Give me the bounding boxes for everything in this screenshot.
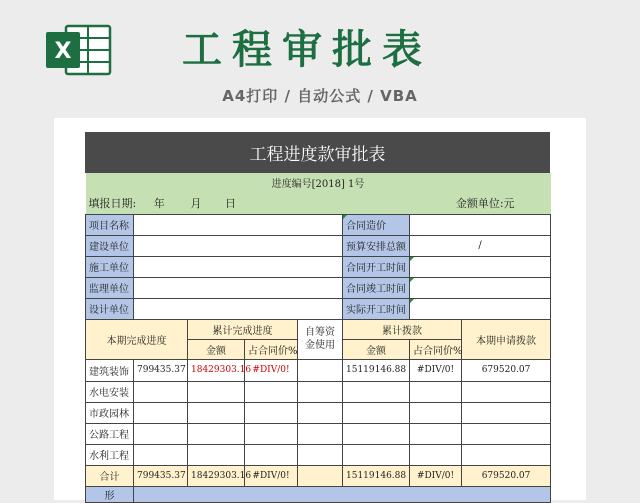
cell-cum-ratio[interactable] (245, 423, 298, 444)
cell-cum-ratio[interactable] (245, 381, 298, 402)
info-right-value[interactable] (410, 256, 551, 277)
cell-current[interactable] (134, 423, 188, 444)
header-self-funds: 自筹资金使用 (298, 319, 343, 359)
total-current: 799435.37 (134, 465, 188, 486)
cell-cum-ratio[interactable] (245, 444, 298, 465)
row-name: 水利工程 (86, 444, 134, 465)
total-row (86, 465, 551, 486)
page-subtitle: A4打印 / 自动公式 / VBA (222, 87, 418, 105)
info-left-value[interactable] (134, 235, 343, 256)
info-left-value[interactable] (134, 256, 343, 277)
cell-cum-amount[interactable] (188, 381, 245, 402)
fill-date-label: 填报日期: (88, 196, 137, 210)
cell-current[interactable] (134, 402, 188, 423)
promo-header (0, 0, 640, 118)
cell-cum-amount[interactable] (188, 423, 245, 444)
info-row (86, 256, 551, 277)
cell-self-funds[interactable] (298, 402, 343, 423)
info-left-value[interactable] (134, 277, 343, 298)
cell-self-funds[interactable] (298, 381, 343, 402)
cell-cum-ratio[interactable]: #DIV/0! (245, 359, 298, 381)
total-cum-amount: 18429303.16 (188, 465, 245, 486)
amount-unit: 金额单位:元 (343, 192, 551, 214)
cell-pay-ratio[interactable] (410, 423, 462, 444)
cell-cum-amount[interactable] (188, 402, 245, 423)
cell-self-funds[interactable] (298, 423, 343, 444)
cell-request[interactable] (462, 402, 551, 423)
info-left-label: 监理单位 (86, 277, 134, 298)
info-left-label: 设计单位 (86, 298, 134, 319)
info-left-label: 施工单位 (86, 256, 134, 277)
header-cumulative-payment: 累计拨款 (343, 319, 462, 339)
cell-current[interactable]: 799435.37 (134, 359, 188, 381)
year-label: 年 (153, 196, 165, 210)
table-row (86, 402, 551, 423)
subheader-contract-ratio: 占合同价% (410, 339, 462, 359)
spreadsheet-preview (54, 118, 586, 500)
info-right-value[interactable] (410, 214, 551, 235)
cell-pay-amount[interactable]: 15119146.88 (343, 359, 410, 381)
info-right-label: 合同竣工时间 (343, 277, 410, 298)
info-right-label: 实际开工时间 (343, 298, 410, 319)
subheader-amount: 金额 (188, 339, 245, 359)
cell-request[interactable] (462, 444, 551, 465)
total-pay-amount: 15119146.88 (343, 465, 410, 486)
total-cum-ratio: #DIV/0! (245, 465, 298, 486)
table-row (86, 444, 551, 465)
cell-pay-amount[interactable] (343, 402, 410, 423)
table-row (86, 423, 551, 444)
cell-pay-ratio[interactable] (410, 402, 462, 423)
cell-pay-amount[interactable] (343, 444, 410, 465)
cell-current[interactable] (134, 444, 188, 465)
info-right-label: 预算安排总额 (343, 235, 410, 256)
partial-row (86, 486, 551, 502)
cell-cum-amount[interactable]: 18429303.16 (188, 359, 245, 381)
total-label: 合计 (86, 465, 134, 486)
cell-pay-ratio[interactable] (410, 444, 462, 465)
subheader-amount: 金额 (343, 339, 410, 359)
cell-current[interactable] (134, 381, 188, 402)
info-right-label: 合同开工时间 (343, 256, 410, 277)
header-cumulative-progress: 累计完成进度 (188, 319, 298, 339)
cell-self-funds[interactable] (298, 359, 343, 381)
total-self-funds (298, 465, 343, 486)
cell-pay-amount[interactable] (343, 423, 410, 444)
cell-request[interactable] (462, 381, 551, 402)
info-left-value[interactable] (134, 298, 343, 319)
cell-self-funds[interactable] (298, 444, 343, 465)
info-right-value[interactable]: / (410, 235, 551, 256)
info-left-label: 项目名称 (86, 214, 134, 235)
month-label: 月 (190, 196, 202, 210)
row-name: 市政园林 (86, 402, 134, 423)
table-row (86, 381, 551, 402)
info-left-value[interactable] (134, 214, 343, 235)
cell-cum-ratio[interactable] (245, 402, 298, 423)
day-label: 日 (225, 196, 236, 210)
info-row (86, 298, 551, 319)
excel-logo-icon (44, 22, 114, 78)
total-request: 679520.07 (462, 465, 551, 486)
row-name: 水电安装 (86, 381, 134, 402)
cell-cum-amount[interactable] (188, 444, 245, 465)
cell-pay-ratio[interactable] (410, 381, 462, 402)
info-right-value[interactable] (410, 298, 551, 319)
sheet-banner-title: 工程进度款审批表 (85, 132, 550, 173)
total-pay-ratio: #DIV/0! (410, 465, 462, 486)
row-name: 建筑装饰 (86, 359, 134, 381)
table-row (86, 359, 551, 381)
info-left-label: 建设单位 (86, 235, 134, 256)
header-current-progress: 本期完成进度 (86, 319, 188, 359)
cell-pay-amount[interactable] (343, 381, 410, 402)
info-row (86, 277, 551, 298)
info-row (86, 235, 551, 256)
page-title: 工程审批表 (182, 27, 432, 73)
info-right-label: 合同造价 (343, 214, 410, 235)
info-right-value[interactable] (410, 277, 551, 298)
partial-row-fill (134, 486, 551, 502)
row-name: 形 (86, 486, 134, 502)
date-row (86, 192, 551, 214)
serial-row (86, 173, 551, 192)
cell-pay-ratio[interactable]: #DIV/0! (410, 359, 462, 381)
info-row (86, 214, 551, 235)
column-header-row (86, 319, 551, 339)
svg-text:X: X (54, 39, 72, 64)
cell-request[interactable] (462, 423, 551, 444)
cell-request[interactable]: 679520.07 (462, 359, 551, 381)
serial-number: 进度编号[2018] 1号 (86, 173, 551, 192)
approval-table (85, 173, 551, 503)
subheader-contract-ratio: 占合同价% (245, 339, 298, 359)
row-name: 公路工程 (86, 423, 134, 444)
header-current-request: 本期申请拨款 (462, 319, 551, 359)
